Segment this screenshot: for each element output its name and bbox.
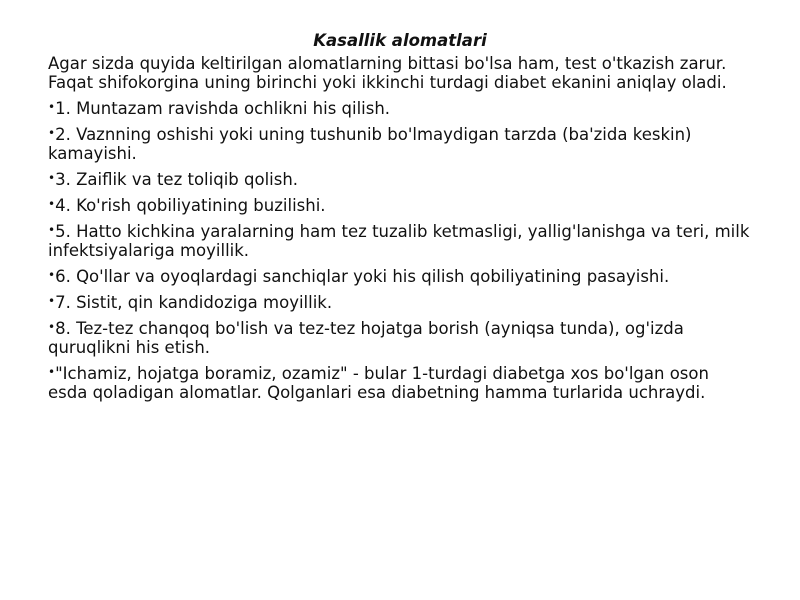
bullet-icon: • bbox=[48, 171, 56, 185]
intro-paragraph: Agar sizda quyida keltirilgan alomatlarning bittasi bo'lsa ham, test o'tkazish zarur. Faqat shifokorgina uning birinchi yoki ikkinchi turdagi diabet ekanini aniqlay oladi. bbox=[48, 54, 727, 92]
list-item-text: 7. Sistit, qin kandidoziga moyillik. bbox=[55, 293, 333, 312]
bullet-icon: • bbox=[48, 365, 56, 379]
bullet-icon: • bbox=[48, 320, 56, 334]
list-item bbox=[48, 292, 752, 312]
list-item-text: 6. Qo'llar va oyoqlardagi sanchiqlar yoki his qilish qobiliyatining pasayishi. bbox=[55, 267, 670, 286]
list-item-text: 2. Vaznning oshishi yoki uning tushunib bo'lmaydigan tarzda (ba'zida keskin) kamayishi. bbox=[48, 125, 692, 163]
list-item bbox=[48, 169, 752, 189]
list-item-text: 8. Tez-tez chanqoq bo'lish va tez-tez hojatga borish (ayniqsa tunda), og'izda quruqlikni his etish. bbox=[48, 319, 684, 357]
list-item bbox=[48, 98, 752, 118]
list-item bbox=[48, 195, 752, 215]
bullet-icon: • bbox=[48, 268, 56, 282]
bullet-icon: • bbox=[48, 100, 56, 114]
bullet-icon: • bbox=[48, 126, 56, 140]
list-item-text: 3. Zaiflik va tez toliqib qolish. bbox=[55, 170, 299, 189]
slide-title: Kasallik alomatlari bbox=[313, 31, 487, 50]
list-item bbox=[48, 266, 752, 286]
list-item-text: 4. Ko'rish qobiliyatining buzilishi. bbox=[55, 196, 326, 215]
list-item-text: "Ichamiz, hojatga boramiz, ozamiz" - bular 1-turdagi diabetga xos bo'lgan oson esda qoladigan alomatlar. Qolganlari esa diabetning hamma turlarida uchraydi. bbox=[48, 364, 709, 402]
bullet-icon: • bbox=[48, 197, 56, 211]
bullet-icon: • bbox=[48, 223, 56, 237]
list-item bbox=[48, 318, 752, 357]
list-item-text: 5. Hatto kichkina yaralarning ham tez tuzalib ketmasligi, yallig'lanishga va teri, milk infektsiyalariga moyillik. bbox=[48, 222, 750, 260]
list-item-text: 1. Muntazam ravishda ochlikni his qilish. bbox=[55, 99, 391, 118]
list-item bbox=[48, 221, 752, 260]
list-item bbox=[48, 363, 752, 402]
bullet-icon: • bbox=[48, 294, 56, 308]
list-item bbox=[48, 124, 752, 163]
symptom-list bbox=[48, 98, 752, 402]
